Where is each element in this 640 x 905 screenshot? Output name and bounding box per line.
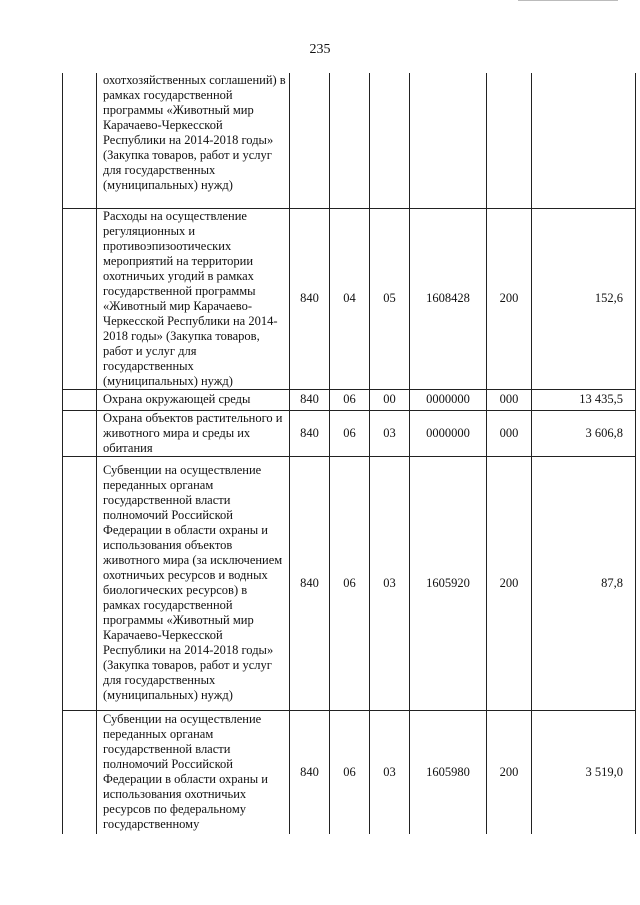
subsection-code-cell: 03 (370, 456, 410, 710)
section-code-cell: 06 (330, 389, 370, 410)
subsection-code-cell: 05 (370, 208, 410, 389)
table-row (63, 456, 636, 710)
amount-cell: 13 435,5 (532, 389, 636, 410)
expense-type-cell (487, 73, 532, 208)
row-index-cell (63, 73, 97, 208)
expense-name-cell: охотхозяйственных соглашений) в рамках государственной программы «Животный мир Карачаево-Черкесской Республики на 2014-2018 годы» (Закупка товаров, работ и услуг для государственных (муниципальных) нужд) (97, 73, 290, 208)
amount-cell: 152,6 (532, 208, 636, 389)
ministry-code-cell (290, 73, 330, 208)
row-index-cell (63, 389, 97, 410)
page-number: 235 (309, 42, 331, 57)
expense-type-cell: 200 (487, 710, 532, 834)
table-row (63, 389, 636, 410)
target-article-cell (410, 73, 487, 208)
ministry-code-cell: 840 (290, 410, 330, 456)
target-article-cell: 1608428 (410, 208, 487, 389)
subsection-code-cell: 03 (370, 710, 410, 834)
expense-type-cell: 200 (487, 208, 532, 389)
table-row (63, 410, 636, 456)
amount-cell: 3 606,8 (532, 410, 636, 456)
expense-name-cell: Охрана объектов растительного и животного мира и среды их обитания (97, 410, 290, 456)
ministry-code-cell: 840 (290, 710, 330, 834)
section-code-cell (330, 73, 370, 208)
section-code-cell: 06 (330, 710, 370, 834)
table-row (63, 73, 636, 208)
row-index-cell (63, 208, 97, 389)
amount-cell: 3 519,0 (532, 710, 636, 834)
target-article-cell: 1605920 (410, 456, 487, 710)
budget-table (62, 73, 636, 834)
expense-type-cell: 000 (487, 410, 532, 456)
target-article-cell: 0000000 (410, 410, 487, 456)
row-index-cell (63, 710, 97, 834)
subsection-code-cell (370, 73, 410, 208)
ministry-code-cell: 840 (290, 389, 330, 410)
table-row (63, 710, 636, 834)
subsection-code-cell: 00 (370, 389, 410, 410)
target-article-cell: 0000000 (410, 389, 487, 410)
expense-name-cell: Субвенции на осуществление переданных органам государственной власти полномочий Российской Федерации в области охраны и использования охотничьих ресурсов по федеральному государственному (97, 710, 290, 834)
amount-cell: 87,8 (532, 456, 636, 710)
table-row (63, 208, 636, 389)
expense-type-cell: 000 (487, 389, 532, 410)
row-index-cell (63, 456, 97, 710)
section-code-cell: 04 (330, 208, 370, 389)
ministry-code-cell: 840 (290, 456, 330, 710)
expense-name-cell: Расходы на осуществление регуляционных и противоэпизоотических мероприятий на территории охотничьих угодий в рамках государственной программы «Животный мир Карачаево-Черкесской Республики на 2014-2018 годы» (Закупка товаров, работ и услуг для государственных (муниципальных) нужд) (97, 208, 290, 389)
section-code-cell: 06 (330, 410, 370, 456)
section-code-cell: 06 (330, 456, 370, 710)
row-index-cell (63, 410, 97, 456)
expense-type-cell: 200 (487, 456, 532, 710)
amount-cell (532, 73, 636, 208)
ministry-code-cell: 840 (290, 208, 330, 389)
scan-edge-mark (518, 0, 618, 1)
expense-name-cell: Охрана окружающей среды (97, 389, 290, 410)
expense-name-cell: Субвенции на осуществление переданных органам государственной власти полномочий Российской Федерации в области охраны и использования объектов животного мира (за исключением охотничьих ресурсов и водных биологических ресурсов) в рамках государственной программы «Животный мир Карачаево-Черкесской Республики на 2014-2018 годы» (Закупка товаров, работ и услуг для государственных (муниципальных) нужд) (97, 456, 290, 710)
target-article-cell: 1605980 (410, 710, 487, 834)
subsection-code-cell: 03 (370, 410, 410, 456)
